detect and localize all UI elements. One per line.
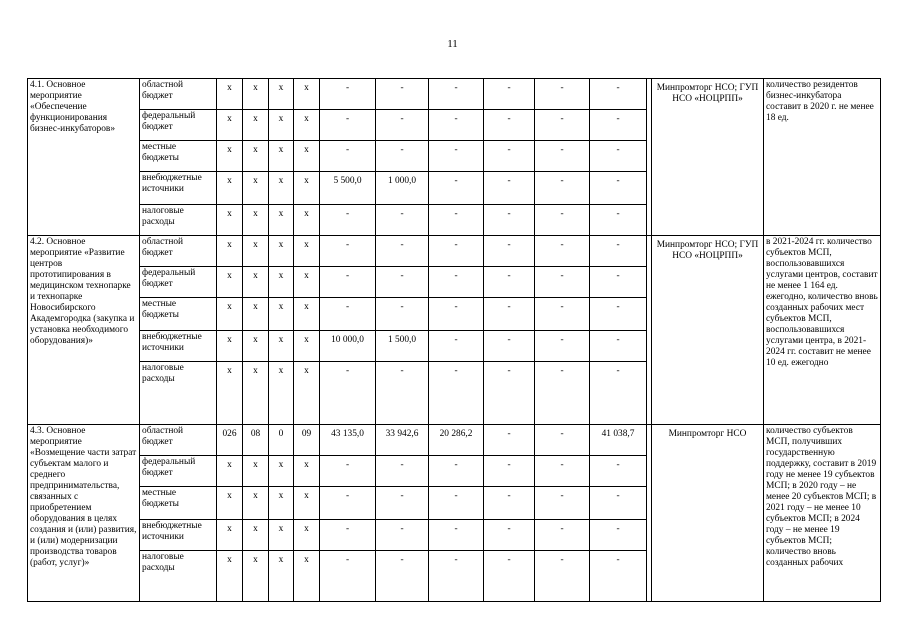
value-cell: х	[217, 110, 243, 141]
value-cell: -	[535, 110, 590, 141]
value-cell: х	[294, 110, 320, 141]
value-cell: х	[269, 551, 294, 602]
value-cell: -	[376, 236, 429, 267]
value-cell: х	[243, 205, 269, 236]
value-cell: х	[269, 236, 294, 267]
value-cell: х	[269, 141, 294, 172]
value-cell: -	[429, 487, 484, 520]
value-cell: х	[243, 79, 269, 110]
value-cell: х	[217, 456, 243, 487]
value-cell: х	[269, 110, 294, 141]
value-cell: -	[484, 298, 535, 331]
value-cell: х	[294, 487, 320, 520]
value-cell: х	[294, 298, 320, 331]
result-cell: в 2021-2024 гг. количество субъектов МСП, воспользовавшихся услугами центров, составит не менее 1 164 ед. ежегодно, количество вновь созданных рабочих мест субъектов МСП, воспользовавшихся услугами центра, в 2021-2024 гг. составит не менее 10 ед. ежегодно	[764, 236, 881, 425]
value-cell: -	[484, 520, 535, 551]
value-cell: -	[484, 425, 535, 456]
value-cell: х	[217, 298, 243, 331]
value-cell: х	[243, 487, 269, 520]
executor-cell: Минпромторг НСО; ГУП НСО «НОЦРПП»	[652, 236, 764, 425]
value-cell: -	[376, 520, 429, 551]
value-cell: х	[269, 79, 294, 110]
funding-source-cell: внебюджетные источники	[140, 172, 217, 205]
value-cell: х	[243, 267, 269, 298]
value-cell: -	[320, 79, 376, 110]
value-cell: х	[243, 551, 269, 602]
value-cell: х	[269, 205, 294, 236]
value-cell: х	[217, 205, 243, 236]
funding-source-cell: областной бюджет	[140, 236, 217, 267]
value-cell: х	[243, 110, 269, 141]
plan-table	[27, 78, 881, 602]
value-cell: -	[429, 298, 484, 331]
value-cell: -	[484, 172, 535, 205]
value-cell: -	[535, 456, 590, 487]
event-name-cell: 4.2. Основное мероприятие «Развитие центров прототипирования в медицинском технопарке и технопарке Новосибирского Академгородка (закупка и установка необходимого оборудования)»	[28, 236, 140, 425]
value-cell: -	[376, 267, 429, 298]
value-cell: -	[320, 362, 376, 425]
value-cell: -	[484, 362, 535, 425]
value-cell: 43 135,0	[320, 425, 376, 456]
value-cell: -	[429, 141, 484, 172]
funding-source-cell: местные бюджеты	[140, 141, 217, 172]
value-cell: 41 038,7	[590, 425, 647, 456]
value-cell: -	[484, 110, 535, 141]
funding-source-cell: федеральный бюджет	[140, 267, 217, 298]
value-cell: -	[484, 141, 535, 172]
value-cell: 0	[269, 425, 294, 456]
value-cell: -	[320, 267, 376, 298]
value-cell: -	[535, 520, 590, 551]
value-cell: -	[429, 205, 484, 236]
value-cell: -	[376, 110, 429, 141]
value-cell: -	[376, 487, 429, 520]
value-cell: х	[243, 141, 269, 172]
value-cell: х	[294, 456, 320, 487]
value-cell: х	[217, 236, 243, 267]
value-cell: -	[590, 172, 647, 205]
value-cell: -	[320, 456, 376, 487]
value-cell: х	[294, 267, 320, 298]
value-cell: -	[590, 520, 647, 551]
value-cell: х	[269, 172, 294, 205]
value-cell: -	[429, 236, 484, 267]
value-cell: х	[243, 298, 269, 331]
value-cell: х	[294, 520, 320, 551]
value-cell: х	[217, 141, 243, 172]
value-cell: -	[590, 298, 647, 331]
executor-cell: Минпромторг НСО	[652, 425, 764, 602]
value-cell: -	[429, 267, 484, 298]
value-cell: х	[243, 172, 269, 205]
value-cell: -	[535, 236, 590, 267]
value-cell: 026	[217, 425, 243, 456]
table-row	[28, 79, 881, 110]
value-cell: -	[429, 79, 484, 110]
value-cell: х	[294, 172, 320, 205]
value-cell: х	[243, 520, 269, 551]
value-cell: -	[429, 520, 484, 551]
value-cell: -	[535, 298, 590, 331]
value-cell: -	[590, 487, 647, 520]
value-cell: -	[590, 267, 647, 298]
funding-source-cell: налоговые расходы	[140, 362, 217, 425]
executor-cell: Минпромторг НСО; ГУП НСО «НОЦРПП»	[652, 79, 764, 236]
value-cell: х	[294, 331, 320, 362]
value-cell: -	[535, 551, 590, 602]
value-cell: -	[590, 551, 647, 602]
table-row	[28, 236, 881, 267]
value-cell: -	[320, 551, 376, 602]
value-cell: х	[217, 520, 243, 551]
value-cell: -	[376, 141, 429, 172]
value-cell: -	[484, 331, 535, 362]
value-cell: -	[590, 110, 647, 141]
value-cell: -	[429, 110, 484, 141]
value-cell: 1 000,0	[376, 172, 429, 205]
value-cell: -	[535, 362, 590, 425]
value-cell: -	[535, 205, 590, 236]
value-cell: х	[217, 172, 243, 205]
value-cell: 33 942,6	[376, 425, 429, 456]
value-cell: -	[320, 298, 376, 331]
value-cell: 5 500,0	[320, 172, 376, 205]
value-cell: 10 000,0	[320, 331, 376, 362]
funding-source-cell: внебюджетные источники	[140, 520, 217, 551]
value-cell: -	[590, 456, 647, 487]
value-cell: х	[217, 551, 243, 602]
value-cell: -	[429, 551, 484, 602]
value-cell: х	[269, 520, 294, 551]
value-cell: х	[269, 298, 294, 331]
value-cell: -	[535, 487, 590, 520]
value-cell: х	[269, 456, 294, 487]
value-cell: -	[320, 205, 376, 236]
value-cell: -	[376, 456, 429, 487]
funding-source-cell: налоговые расходы	[140, 205, 217, 236]
value-cell: х	[217, 79, 243, 110]
value-cell: -	[429, 362, 484, 425]
value-cell: -	[484, 205, 535, 236]
value-cell: -	[484, 487, 535, 520]
value-cell: -	[320, 236, 376, 267]
value-cell: х	[294, 551, 320, 602]
value-cell: -	[590, 205, 647, 236]
value-cell: -	[484, 456, 535, 487]
value-cell: -	[429, 172, 484, 205]
value-cell: х	[217, 487, 243, 520]
value-cell: -	[484, 236, 535, 267]
value-cell: х	[217, 267, 243, 298]
value-cell: -	[376, 205, 429, 236]
value-cell: -	[590, 236, 647, 267]
value-cell: х	[269, 487, 294, 520]
value-cell: х	[294, 141, 320, 172]
value-cell: х	[269, 331, 294, 362]
funding-source-cell: внебюджетные источники	[140, 331, 217, 362]
value-cell: -	[320, 487, 376, 520]
value-cell: х	[243, 331, 269, 362]
funding-source-cell: федеральный бюджет	[140, 110, 217, 141]
value-cell: х	[243, 236, 269, 267]
value-cell: -	[320, 110, 376, 141]
value-cell: -	[535, 267, 590, 298]
value-cell: -	[376, 551, 429, 602]
value-cell: -	[535, 79, 590, 110]
value-cell: -	[484, 267, 535, 298]
value-cell: х	[243, 456, 269, 487]
value-cell: х	[269, 267, 294, 298]
value-cell: х	[269, 362, 294, 425]
result-cell: количество субъектов МСП, получивших государственную поддержку, составит в 2019 году не менее 19 субъектов МСП; в 2020 году – не менее 20 субъектов МСП; в 2021 году – не менее 10 субъектов МСП; в 2024 году – не менее 19 субъектов МСП; количество вновь созданных рабочих	[764, 425, 881, 602]
event-name-cell: 4.1. Основное мероприятие «Обеспечение функционирования бизнес-инкубаторов»	[28, 79, 140, 236]
value-cell: 1 500,0	[376, 331, 429, 362]
value-cell: -	[535, 331, 590, 362]
value-cell: -	[590, 331, 647, 362]
value-cell: -	[590, 79, 647, 110]
value-cell: -	[535, 172, 590, 205]
value-cell: -	[535, 141, 590, 172]
page-number: 11	[447, 38, 458, 50]
value-cell: -	[484, 79, 535, 110]
value-cell: 20 286,2	[429, 425, 484, 456]
value-cell: х	[294, 79, 320, 110]
value-cell: -	[590, 141, 647, 172]
value-cell: -	[376, 362, 429, 425]
funding-source-cell: областной бюджет	[140, 79, 217, 110]
funding-source-cell: налоговые расходы	[140, 551, 217, 602]
value-cell: х	[294, 236, 320, 267]
value-cell: х	[217, 331, 243, 362]
value-cell: х	[243, 362, 269, 425]
value-cell: 08	[243, 425, 269, 456]
funding-source-cell: местные бюджеты	[140, 487, 217, 520]
value-cell: х	[294, 205, 320, 236]
value-cell: -	[484, 551, 535, 602]
value-cell: -	[320, 520, 376, 551]
value-cell: -	[429, 456, 484, 487]
result-cell: количество резидентов бизнес-инкубатора составит в 2020 г. не менее 18 ед.	[764, 79, 881, 236]
value-cell: -	[320, 141, 376, 172]
funding-source-cell: местные бюджеты	[140, 298, 217, 331]
table-row	[28, 425, 881, 456]
value-cell: -	[429, 331, 484, 362]
value-cell: -	[590, 362, 647, 425]
funding-source-cell: федеральный бюджет	[140, 456, 217, 487]
value-cell: 09	[294, 425, 320, 456]
event-name-cell: 4.3. Основное мероприятие «Возмещение части затрат субъектам малого и среднего предпринимательства, связанных с приобретением оборудования в целях создания и (или) развития, и (или) модернизации производства товаров (работ, услуг)»	[28, 425, 140, 602]
value-cell: х	[217, 362, 243, 425]
value-cell: -	[535, 425, 590, 456]
value-cell: -	[376, 298, 429, 331]
value-cell: х	[294, 362, 320, 425]
value-cell: -	[376, 79, 429, 110]
funding-source-cell: областной бюджет	[140, 425, 217, 456]
